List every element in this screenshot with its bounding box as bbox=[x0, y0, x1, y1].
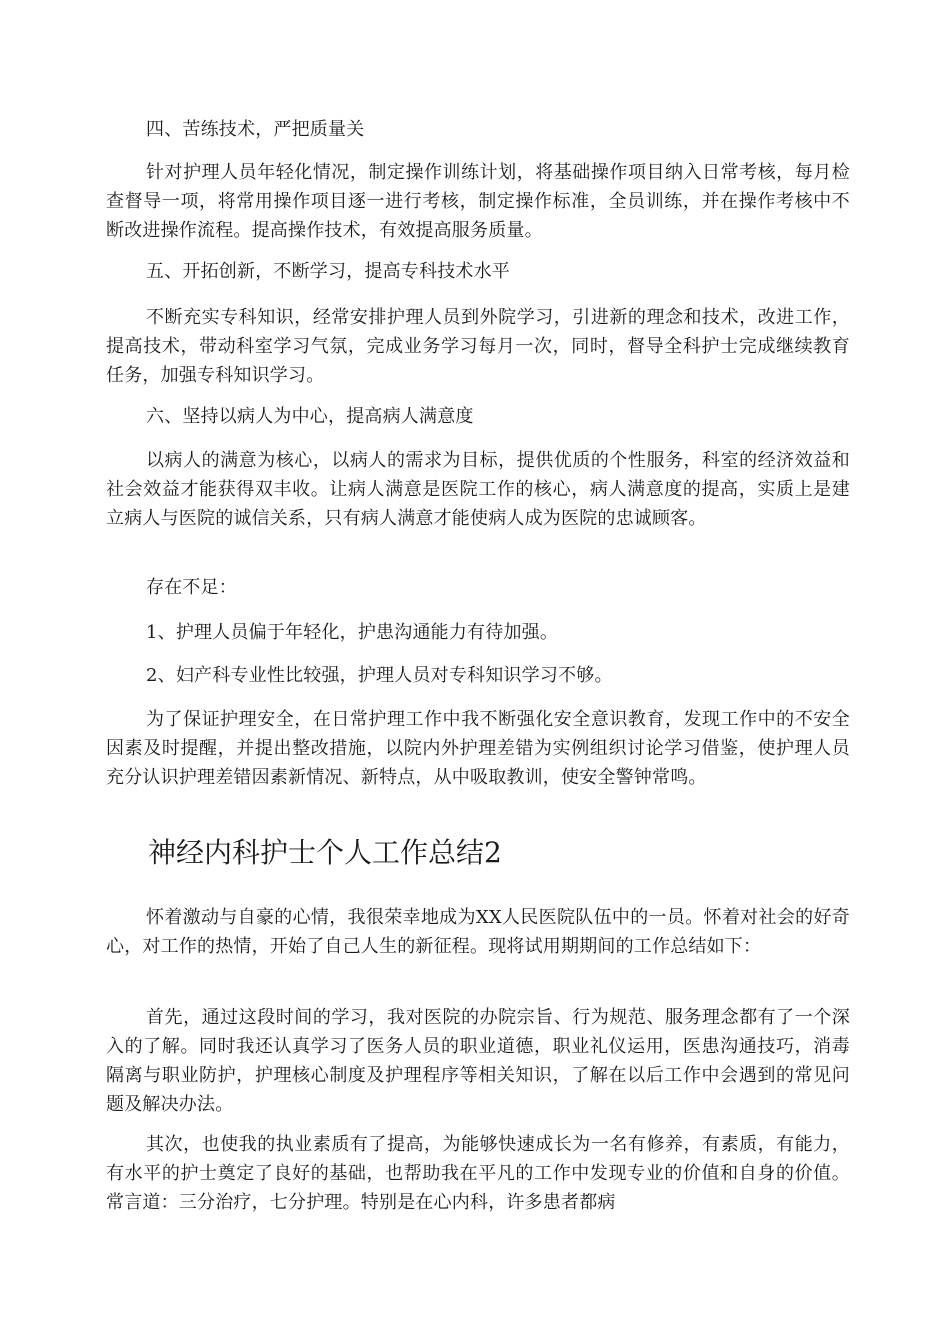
heading-section-4: 四、苦练技术，严把质量关 bbox=[146, 119, 365, 140]
paragraph-section-6: 以病人的满意为核心，以病人的需求为目标，提供优质的个性服务，科室的经济效益和社会效益才能获得双丰收。让病人满意是医院工作的核心，病人满意度的提高，实质上是建立病人与医院的诚信关系，只有病人满意才能使病人成为医院的忠诚顾客。 bbox=[106, 450, 850, 529]
section-2-title: 神经内科护士个人工作总结2 bbox=[148, 836, 502, 869]
paragraph-safety: 为了保证护理安全，在日常护理工作中我不断强化安全意识教育，发现工作中的不安全因素及时提醒，并提出整改措施，以院内外护理差错为实例组织讨论学习借鉴，使护理人员充分认识护理差错因素新情况、新特点，从中吸取教训，使安全警钟常鸣。 bbox=[106, 709, 850, 788]
section-2-paragraph-3: 其次，也使我的执业素质有了提高，为能够快速成长为一名有修养，有素质，有能力，有水平的护士奠定了良好的基础，也帮助我在平凡的工作中发现专业的价值和自身的价值。常言道：三分治疗，七分护理。特别是在心内科，许多患者都病 bbox=[106, 1134, 850, 1213]
paragraph-section-4: 针对护理人员年轻化情况，制定操作训练计划，将基础操作项目纳入日常考核，每月检查督导一项，将常用操作项目逐一进行考核，制定操作标准，全员训练，并在操作考核中不断改进操作流程。提高操作技术，有效提高服务质量。 bbox=[106, 162, 850, 241]
section-2-paragraph-2: 首先，通过这段时间的学习，我对医院的办院宗旨、行为规范、服务理念都有了一个深入的了解。同时我还认真学习了医务人员的职业道德，职业礼仪运用，医患沟通技巧，消毒隔离与职业防护，护理核心制度及护理程序等相关知识，了解在以后工作中会遇到的常见问题及解决办法。 bbox=[106, 1007, 850, 1115]
paragraph-section-5: 不断充实专科知识，经常安排护理人员到外院学习，引进新的理念和技术，改进工作，提高技术，带动科室学习气氛，完成业务学习每月一次，同时，督导全科护士完成继续教育任务，加强专科知识学习。 bbox=[106, 307, 850, 386]
shortcomings-heading: 存在不足： bbox=[146, 577, 237, 598]
shortcoming-item-2: 2、妇产科专业性比较强，护理人员对专科知识学习不够。 bbox=[146, 665, 613, 686]
section-2-paragraph-1: 怀着激动与自豪的心情，我很荣幸地成为XX人民医院队伍中的一员。怀着对社会的好奇心，对工作的热情，开始了自己人生的新征程。现将试用期期间的工作总结如下： bbox=[106, 907, 850, 957]
shortcoming-item-1: 1、护理人员偏于年轻化，护患沟通能力有待加强。 bbox=[146, 622, 559, 643]
heading-section-5: 五、开拓创新，不断学习，提高专科技术水平 bbox=[146, 261, 510, 282]
heading-section-6: 六、坚持以病人为中心，提高病人满意度 bbox=[146, 406, 474, 427]
